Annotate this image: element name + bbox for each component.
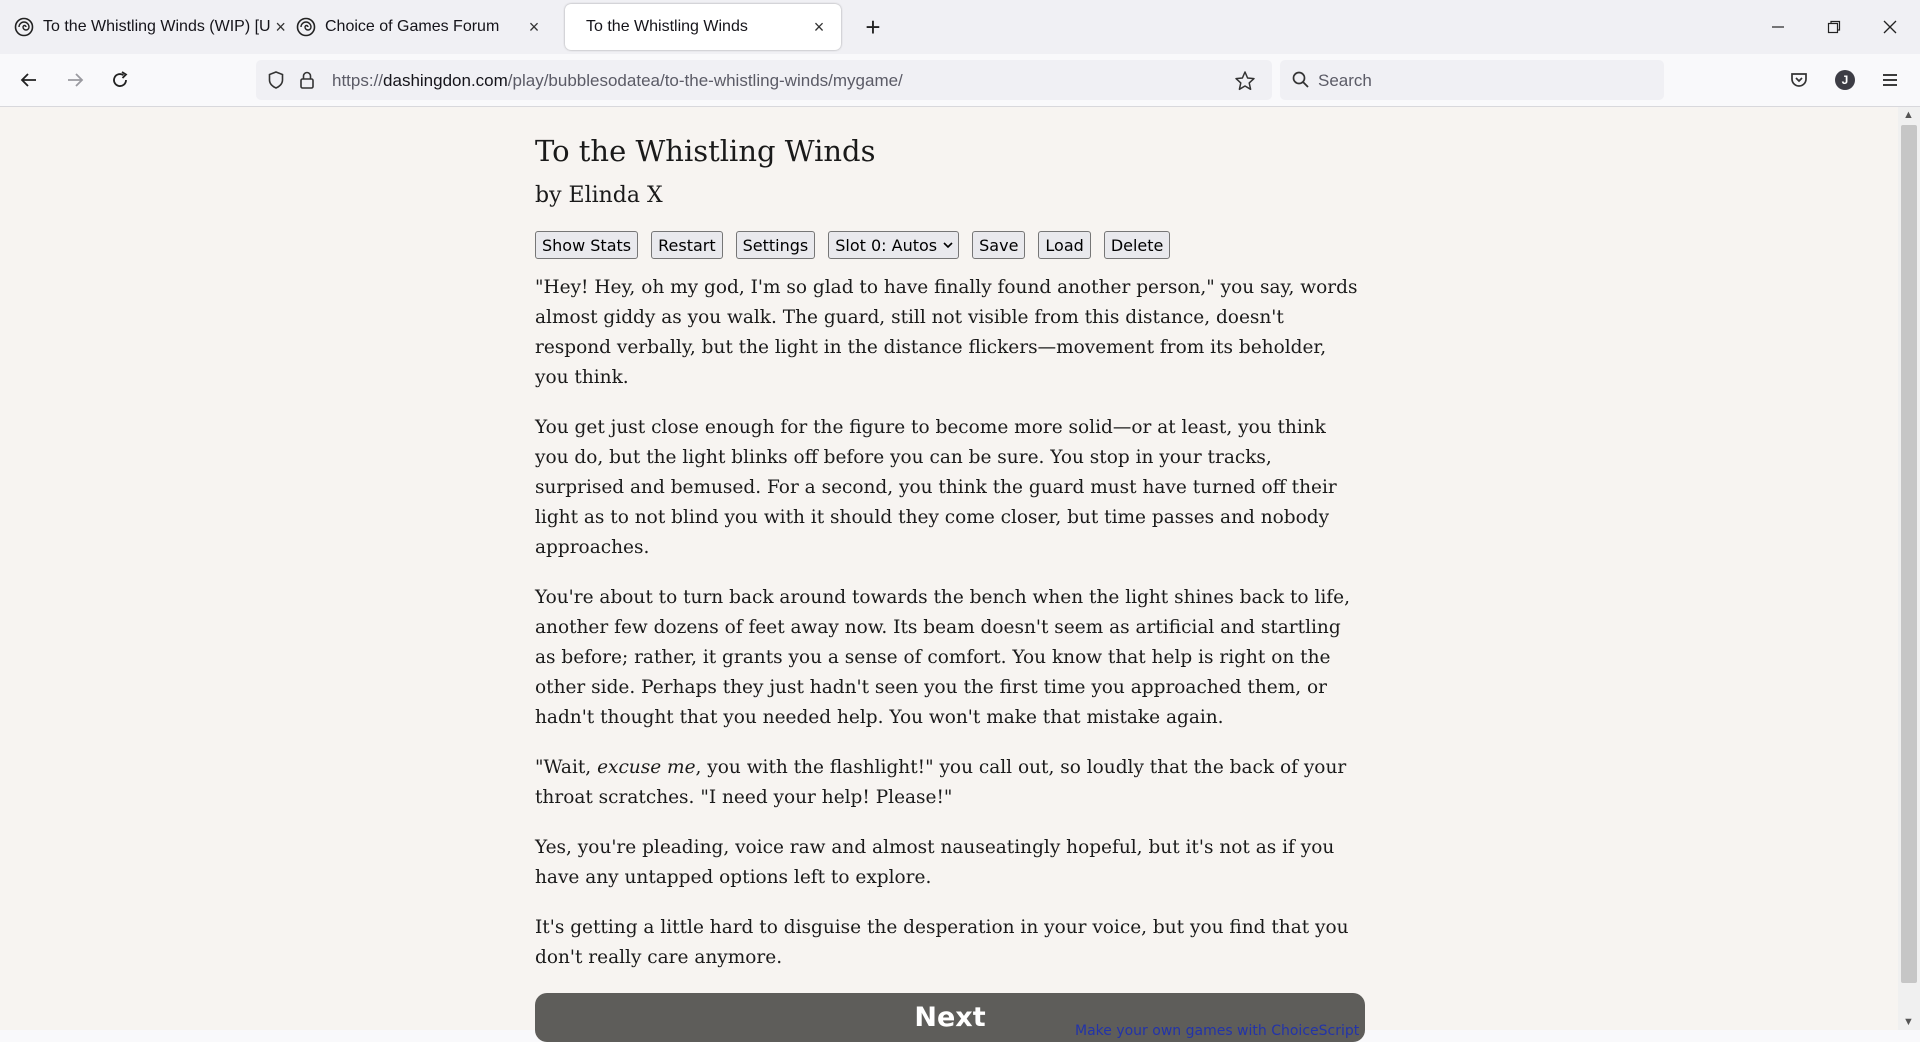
restore-icon — [1827, 20, 1841, 34]
choice-of-games-icon — [296, 17, 316, 37]
page-viewport — [0, 107, 1898, 1039]
avatar: J — [1835, 70, 1855, 90]
minimize-button[interactable] — [1750, 0, 1806, 54]
navigation-bar — [0, 54, 1920, 107]
story-paragraph: You get just close enough for the figure to become more solid—or at least, you think you do, but the light blinks off before you can be sure. You stop in your tracks, surprised and bemused. For a second, you think the guard must have turned off their light as to not blind you with it should they come closer, but time passes and nobody approaches. — [535, 417, 1337, 558]
delete-button[interactable]: Delete — [1104, 231, 1171, 259]
back-button[interactable] — [12, 63, 46, 97]
new-tab-button[interactable]: + — [865, 12, 881, 42]
tab-strip — [0, 0, 1920, 54]
search-icon — [1291, 70, 1311, 90]
reload-icon — [110, 70, 130, 90]
close-window-button[interactable] — [1862, 0, 1918, 54]
forward-arrow-icon — [65, 70, 85, 90]
pocket-button[interactable] — [1782, 63, 1816, 97]
show-stats-button[interactable]: Show Stats — [535, 231, 638, 259]
back-arrow-icon — [19, 70, 39, 90]
game-container — [535, 131, 1365, 1042]
url-text[interactable] — [332, 71, 903, 91]
game-toolbar — [535, 231, 1365, 259]
forward-button[interactable] — [58, 63, 92, 97]
tab-title: Choice of Games Forum — [325, 18, 500, 35]
next-button[interactable]: Next — [535, 993, 1365, 1042]
choicescript-footer-link[interactable]: Make your own games with ChoiceScript — [1075, 1023, 1360, 1039]
tab-whistling-winds[interactable] — [565, 4, 841, 50]
scrollbar-thumb[interactable] — [1901, 125, 1917, 983]
reload-button[interactable] — [103, 63, 137, 97]
game-title: To the Whistling Winds — [535, 134, 876, 168]
restart-button[interactable]: Restart — [651, 231, 723, 259]
close-icon — [1883, 20, 1897, 34]
story-paragraph: It's getting a little hard to disguise the desperation in your voice, but you find that you don't really care anymore. — [535, 917, 1349, 968]
restore-button[interactable] — [1806, 0, 1862, 54]
paragraph-text: , you with the flashlight!" you call out, so loudly that the back of your throat scratches. "I need your help! Please!" — [535, 757, 1347, 808]
scroll-down-arrow-icon[interactable]: ▼ — [1903, 1016, 1914, 1028]
load-button[interactable]: Load — [1038, 231, 1090, 259]
tab-choice-of-games-forum[interactable] — [284, 4, 556, 50]
url-domain: dashingdon.com — [383, 71, 508, 90]
page-scrollbar[interactable] — [1898, 107, 1920, 1030]
tab-whistling-winds-forum[interactable] — [2, 4, 286, 50]
bookmark-star-icon[interactable] — [1234, 70, 1256, 92]
story-paragraph: "Hey! Hey, oh my god, I'm so glad to have finally found another person," you say, words almost giddy as you walk. The guard, still not visible from this distance, doesn't respond verbally, but the light in the distance flickers—movement from its beholder, you think. — [535, 277, 1358, 388]
minimize-icon — [1771, 20, 1785, 34]
close-tab-icon[interactable]: × — [813, 16, 825, 37]
emphasized-text: excuse me — [597, 757, 696, 778]
address-bar[interactable] — [256, 60, 1272, 100]
tab-title: To the Whistling Winds (WIP) [U — [43, 18, 271, 35]
save-slot-select[interactable] — [828, 231, 959, 259]
url-scheme: https:// — [332, 71, 384, 90]
search-bar[interactable] — [1280, 60, 1664, 100]
chevron-down-icon — [942, 239, 954, 251]
settings-button[interactable]: Settings — [736, 231, 816, 259]
hamburger-menu-icon — [1880, 70, 1900, 90]
choice-of-games-icon — [14, 17, 34, 37]
story-paragraph: You're about to turn back around towards the bench when the light shines back to life, another few dozens of feet away now. Its beam doesn't seem as artificial and startling as before; rather, it grants you a sense of comfort. You know that help is right on the other side. Perhaps they just hadn't seen you the first time you approached them, or hadn't thought that you needed help. You won't make that mistake again. — [535, 587, 1350, 728]
url-path: /play/bubblesodatea/to-the-whistling-winds/mygame/ — [507, 71, 903, 90]
lock-icon[interactable] — [298, 70, 316, 90]
tracking-protection-shield-icon[interactable] — [266, 70, 286, 90]
search-placeholder: Search — [1318, 71, 1372, 90]
story-text — [535, 273, 1365, 973]
close-tab-icon[interactable]: × — [275, 16, 286, 37]
pocket-icon — [1789, 70, 1809, 90]
save-button[interactable]: Save — [972, 231, 1025, 259]
story-paragraph — [535, 753, 1365, 813]
save-slot-value: Slot 0: Autos — [835, 235, 938, 255]
author-byline: by Elinda X — [535, 183, 663, 208]
paragraph-text: "Wait, — [535, 757, 598, 778]
scroll-up-arrow-icon[interactable]: ▲ — [1903, 109, 1914, 121]
close-tab-icon[interactable]: × — [528, 16, 540, 37]
story-paragraph: Yes, you're pleading, voice raw and almost nauseatingly hopeful, but it's not as if you have any untapped options left to explore. — [535, 837, 1335, 888]
menu-button[interactable] — [1873, 63, 1907, 97]
account-button[interactable] — [1828, 63, 1862, 97]
tab-title: To the Whistling Winds — [586, 18, 748, 35]
